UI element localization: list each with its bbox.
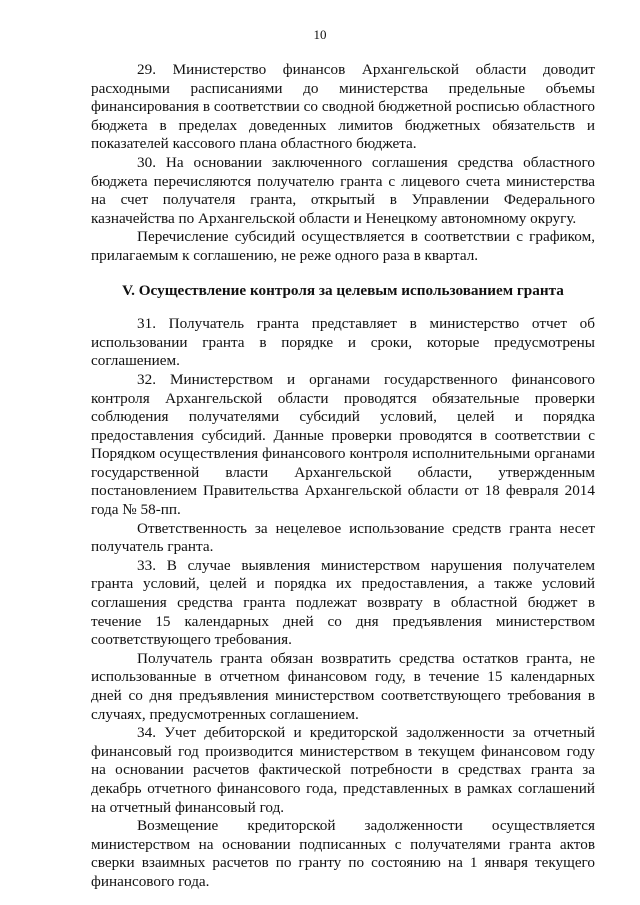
document-body <box>91 61 595 892</box>
paragraph-30-schedule: Перечисление субсидий осуществляется в соответствии с графиком, прилагаемым к соглашению, не реже одного раза в квартал. <box>91 228 595 264</box>
paragraph-29: 29. Министерство финансов Архангельской области доводит расходными расписаниями до министерства предельные объемы финансирования в соответствии со сводной бюджетной росписью областного бюджета в пределах доведенных лимитов бюджетных обязательств и показателей кассового плана областного бюджета. <box>91 61 595 153</box>
paragraph-30: 30. На основании заключенного соглашения средства областного бюджета перечисляются получателю гранта с лицевого счета министерства на счет получателя гранта, открытый в Управлении Федерального казначейства по Архангельской области и Ненецкому автономному округу. <box>91 153 595 227</box>
paragraph-34-reimbursement: Возмещение кредиторской задолженности осуществляется министерством на основании подписанных с получателями гранта актов сверки взаимных расчетов по гранту по состоянию на 1 января текущего финансового года. <box>91 817 595 890</box>
paragraph-33-return: Получатель гранта обязан возвратить средства остатков гранта, не использованные в отчетном финансовом году, в течение 15 календарных дней со дня предъявления министерством соответствующего требования в случаях, предусмотренных соглашением. <box>91 649 595 723</box>
paragraph-31: 31. Получатель гранта представляет в министерство отчет об использовании гранта в порядке и сроки, которые предусмотрены соглашением. <box>91 315 595 370</box>
paragraph-32-responsibility: Ответственность за нецелевое использование средств гранта несет получатель гранта. <box>91 519 595 556</box>
paragraph-34: 34. Учет дебиторской и кредиторской задолженности за отчетный финансовый год производится министерством в текущем финансовом году на основании расчетов фактической потребности в средствах гранта за декабрь отчетного финансового года, представленных в рамках соглашений на отчетный финансовый год. <box>91 724 595 816</box>
paragraph-32: 32. Министерством и органами государственного финансового контроля Архангельской области проводятся обязательные проверки соблюдения получателями субсидий условий, целей и порядка предоставления субсидий. Данные проверки проводятся в соответствии с Порядком осуществления финансового контроля исполнительными органами государственной власти Архангельской области, утвержденным постановлением Правительства Архангельской области от 18 февраля 2014 года № 58-пп. <box>91 370 595 519</box>
page-number: 10 <box>313 27 327 42</box>
section-heading: V. Осуществление контроля за целевым использованием гранта <box>122 281 564 299</box>
paragraph-33: 33. В случае выявления министерством нарушения получателем гранта условий, целей и порядка их предоставления, а также условий соглашения средства гранта подлежат возврату в областной бюджет в течение 15 календарных дней со дня предъявления министерством соответствующего требования. <box>91 556 595 649</box>
